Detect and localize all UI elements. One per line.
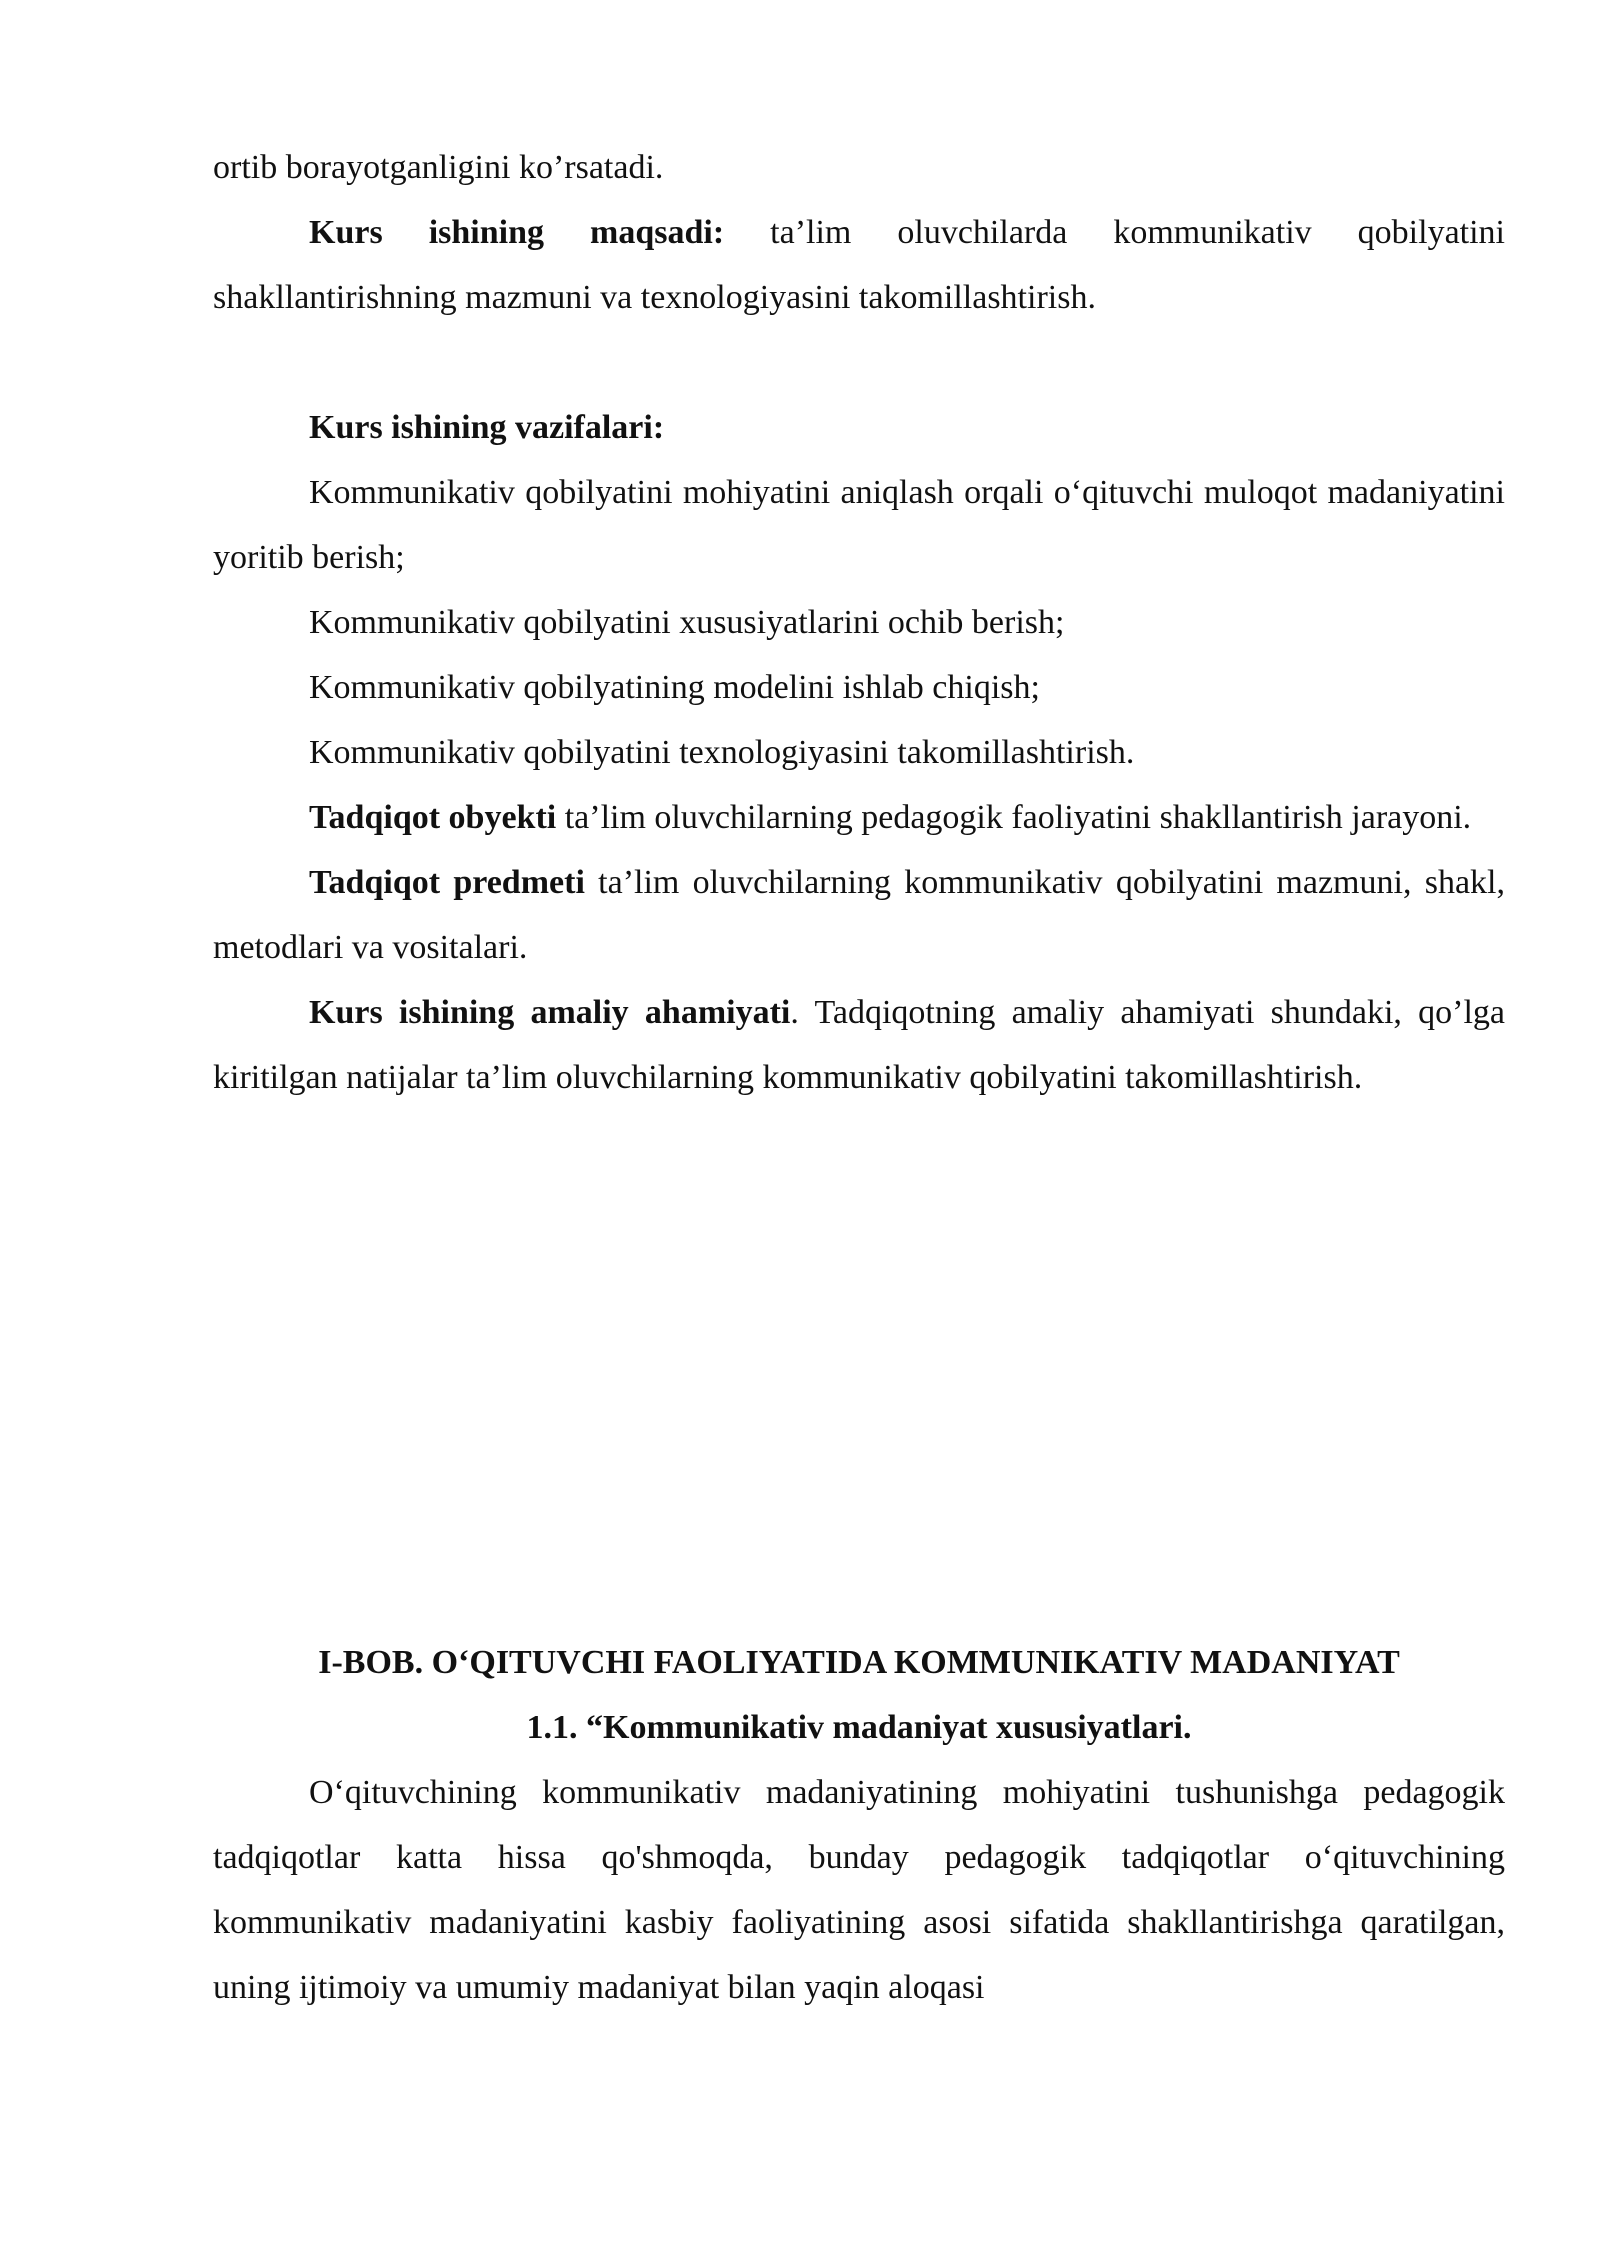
paragraph-tasks-heading bbox=[213, 395, 1505, 460]
course-goal-label: Kurs ishining maqsadi: bbox=[309, 214, 725, 251]
research-subject-text: ta’lim oluvchilarning kommunikativ qobilyatini mazmuni, shakl, metodlari va vositalari. bbox=[213, 864, 1506, 966]
task-item-2: Kommunikativ qobilyatini xususiyatlarini ochib berish; bbox=[309, 604, 1065, 641]
document-page bbox=[213, 135, 1505, 2020]
task-item-3: Kommunikativ qobilyatining modelini ishlab chiqish; bbox=[309, 669, 1040, 706]
task-item-1: Kommunikativ qobilyatini mohiyatini aniqlash orqali o‘qituvchi muloqot madaniyatini yoritib berish; bbox=[213, 474, 1505, 576]
paragraph-continuation: ortib borayotganligini ko’rsatadi. bbox=[213, 149, 664, 186]
paragraph-research-subject bbox=[213, 850, 1505, 980]
section-subtitle: 1.1. “Kommunikativ madaniyat xususiyatlari. bbox=[526, 1709, 1192, 1746]
page-whitespace bbox=[213, 1110, 1505, 1630]
chapter-title: I-BOB. O‘QITUVCHI FAOLIYATIDA KOMMUNIKATIV MADANIYAT bbox=[318, 1644, 1400, 1681]
research-subject-label: Tadqiqot predmeti bbox=[309, 864, 585, 901]
research-object-label: Tadqiqot obyekti bbox=[309, 799, 557, 836]
practical-significance-text: . Tadqiqotning amaliy ahamiyati shundaki, qo’lga kiritilgan natijalar ta’lim oluvchilarning kommunikativ qobilyatini takomillashtirish. bbox=[213, 994, 1506, 1096]
paragraph-practical-significance bbox=[213, 980, 1505, 1110]
research-object-text: ta’lim oluvchilarning pedagogik faoliyatini shakllantirish jarayoni. bbox=[556, 799, 1472, 836]
tasks-label: Kurs ishining vazifalari: bbox=[309, 409, 665, 446]
practical-significance-label: Kurs ishining amaliy ahamiyati bbox=[309, 994, 791, 1031]
paragraph-chapter-body: O‘qituvchining kommunikativ madaniyatining mohiyatini tushunishga pedagogik tadqiqotlar katta hissa qo'shmoqda, bunday pedagogik tadqiqotlar o‘qituvchining kommunikativ madaniyatini kasbiy faoliyatining asosi sifatida shakllantirishga qaratilgan, uning ijtimoiy va umumiy madaniyat bilan yaqin aloqasi bbox=[213, 1774, 1505, 2006]
task-item-4: Kommunikativ qobilyatini texnologiyasini takomillashtirish. bbox=[309, 734, 1135, 771]
paragraph-research-object bbox=[213, 785, 1505, 850]
paragraph-course-goal bbox=[213, 200, 1505, 330]
course-goal-text: ta’lim oluvchilarda kommunikativ qobilyatini shakllantirishning mazmuni va texnologiyasini takomillashtirish. bbox=[213, 214, 1505, 316]
blank-line bbox=[213, 330, 1505, 395]
